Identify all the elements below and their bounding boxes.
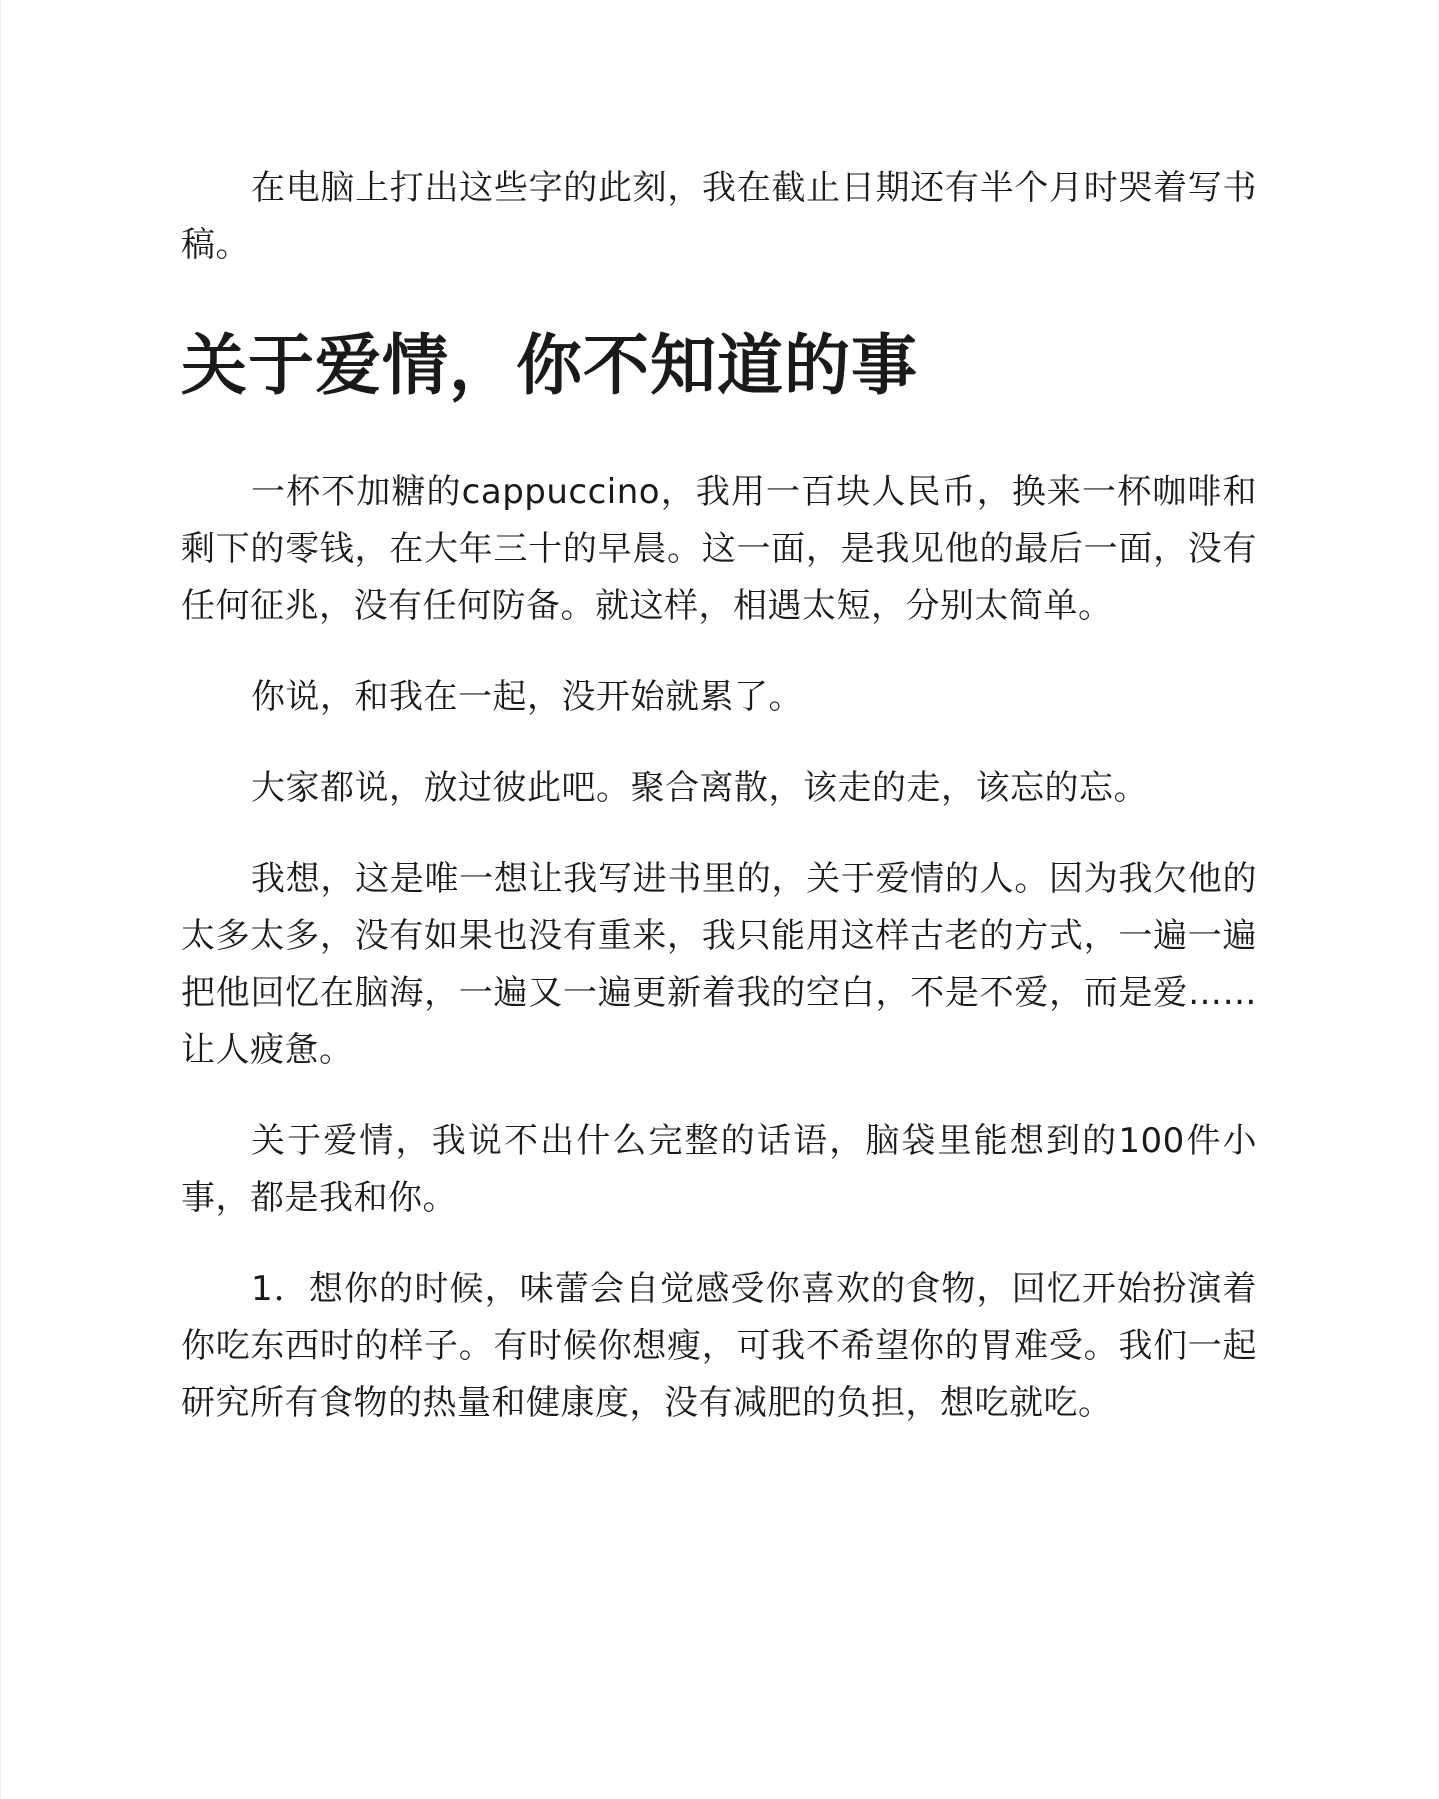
intro-paragraph: 在电脑上打出这些字的此刻，我在截止日期还有半个月时哭着写书稿。	[181, 168, 1257, 265]
paragraph-memory: 我想，这是唯一想让我写进书里的，关于爱情的人。因为我欠他的太多太多，没有如果也没有重来，我只能用这样古老的方式，一遍一遍把他回忆在脑海，一遍又一遍更新着我的空白，不是不爱，而是爱……让人疲惫。	[181, 859, 1257, 1070]
document-body	[181, 160, 1257, 1432]
paragraph-tired: 你说，和我在一起，没开始就累了。	[251, 677, 803, 717]
paragraph-cappuccino: 一杯不加糖的cappuccino，我用一百块人民币，换来一杯咖啡和剩下的零钱，在大年三十的早晨。这一面，是我见他的最后一面，没有任何征兆，没有任何防备。就这样，相遇太短，分别太简单。	[181, 472, 1257, 626]
paragraph-100-things: 关于爱情，我说不出什么完整的话语，脑袋里能想到的100件小事，都是我和你。	[181, 1121, 1257, 1218]
paragraph-item-1: 1．想你的时候，味蕾会自觉感受你喜欢的食物，回忆开始扮演着你吃东西时的样子。有时候你想瘦，可我不希望你的胃难受。我们一起研究所有食物的热量和健康度，没有减肥的负担，想吃就吃。	[181, 1269, 1257, 1423]
chapter-title: 关于爱情，你不知道的事	[181, 327, 918, 404]
paragraph-let-go: 大家都说，放过彼此吧。聚合离散，该走的走，该忘的忘。	[251, 768, 1148, 808]
